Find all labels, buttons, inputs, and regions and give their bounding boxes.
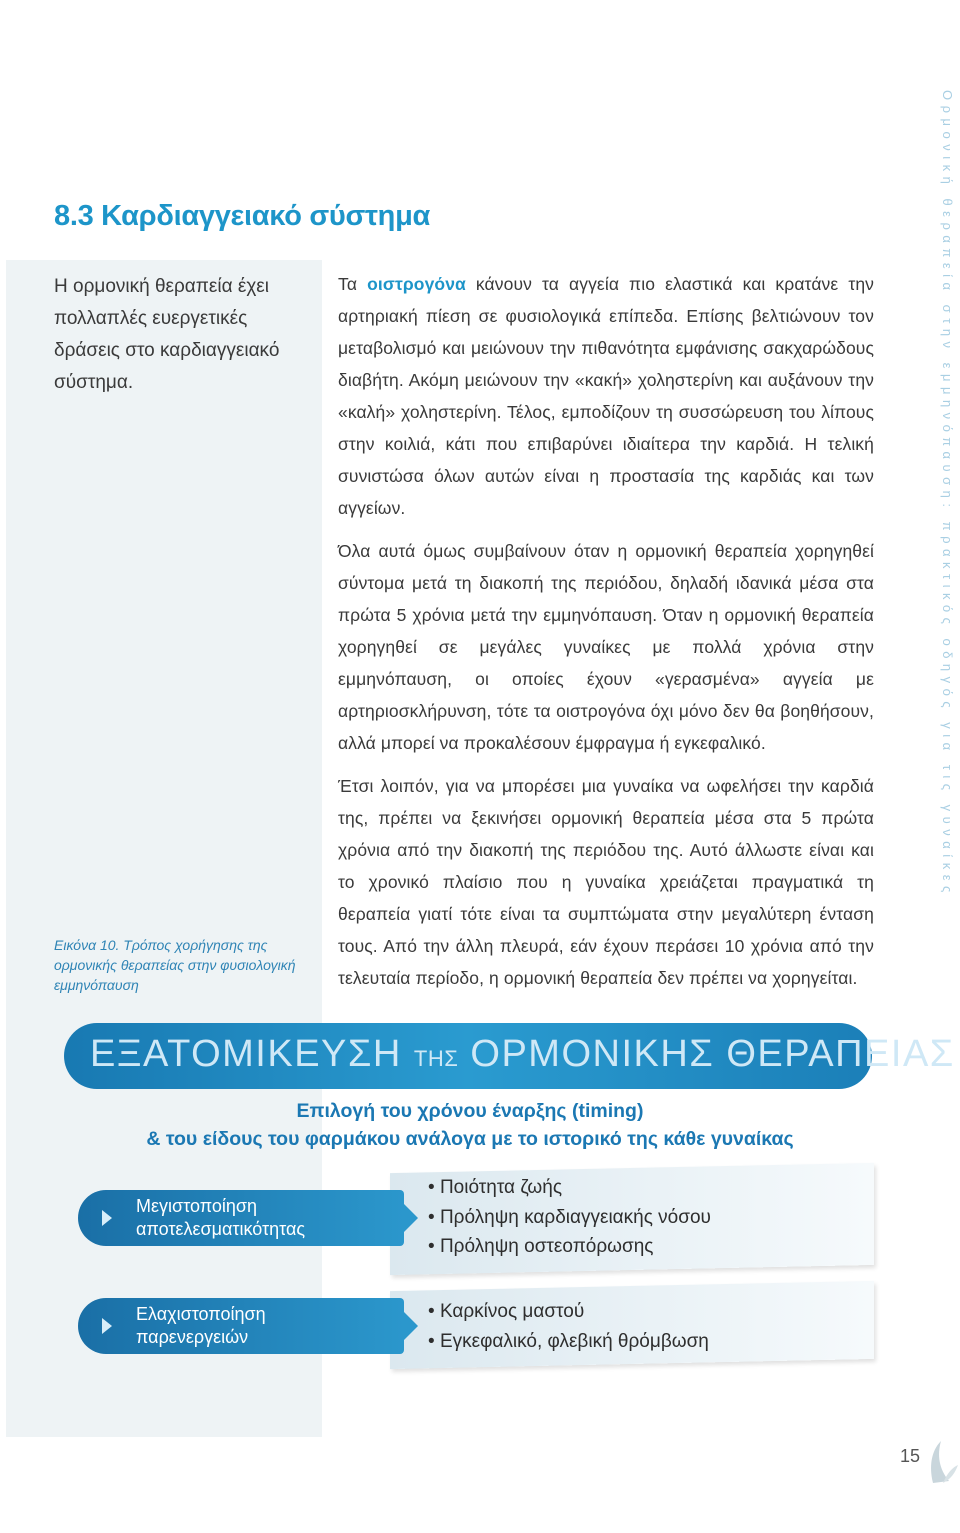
sidebar-background <box>6 260 322 1437</box>
side-effects-pill-label-line-2: παρενεργειών <box>136 1327 249 1347</box>
list-item: • Πρόληψη οστεοπόρωσης <box>428 1232 711 1262</box>
body-paragraph-1-prefix: Τα <box>338 274 368 294</box>
banner-title-small: ΤΗΣ <box>413 1046 459 1071</box>
list-item: • Καρκίνος μαστού <box>428 1297 709 1327</box>
timing-heading-line-1: Επιλογή του χρόνου έναρξης (timing) <box>296 1100 644 1122</box>
list-item: • Ποιότητα ζωής <box>428 1173 711 1203</box>
estrogen-emphasis: οιστρογόνα <box>367 274 466 294</box>
side-effects-pill-label <box>136 1303 266 1349</box>
efficacy-pill-label-line-1: Μεγιστοποίηση <box>136 1196 258 1216</box>
banner-title <box>90 1033 955 1076</box>
individualization-banner <box>64 1023 955 1089</box>
body-paragraph-1-rest: κάνουν τα αγγεία πιο ελαστικά και κρατάνε την αρτηριακή πίεση σε φυσιολογικά επίπεδα. Επίσης βελτιώνουν τον μεταβολισμό και μειώνουν την πιθανότητα εμφάνισης σακχαρώδους διαβήτη. Ακόμη μειώνουν την «κακή» χοληστερίνη και αυξάνουν την «καλή» χοληστερίνη. Τέλος, εμποδίζουν τη συσσώρευση του λίπους στην κοιλιά, κάτι που επιβαρύνει ιδιαίτερα την καρδιά. Η τελική συνιστώσα όλων αυτών είναι η προστασία της καρδιάς και των αγγείων. <box>338 274 875 518</box>
side-effects-pill <box>78 1298 404 1354</box>
timing-heading <box>0 1097 940 1153</box>
banner-title-part2: ΟΡΜΟΝΙΚΗΣ ΘΕΡΑΠΕΙΑΣ <box>458 1033 955 1075</box>
arrow-right-icon <box>102 1210 112 1226</box>
page-number: 15 <box>900 1446 921 1466</box>
efficacy-pill-label-line-2: αποτελεσματικότητας <box>136 1219 306 1239</box>
arrow-right-icon <box>102 1318 112 1334</box>
running-header: Ορμονική θεραπεία στην εμμηνόπαυση: πρακτικός οδηγός για τις γυναίκες <box>940 90 955 898</box>
body-paragraph-3: Έτσι λοιπόν, για να μπορέσει μια γυναίκα να ωφελήσει την καρδιά της, πρέπει να ξεκινήσει ορμονική θεραπεία μέσα στα 5 πρώτα χρόνια από την διακοπή της περιόδου της. Αυτό άλλωστε είναι και το χρονικό πλαίσιο που η γυναίκα χρειάζεται πραγματικά τη θεραπεία γιατί τότε είναι τα συμπτώματα στην μεγαλύτερη ένταση τους. Από την άλλη πλευρά, εάν έχουν περάσει 10 χρόνια από την τελευταία περίοδο, η ορμονική θεραπεία δεν πρέπει να χορηγείται. <box>338 776 874 988</box>
section-title: 8.3 Καρδιαγγειακό σύστημα <box>54 200 431 232</box>
body-paragraph-1 <box>338 268 874 524</box>
publisher-mark-icon <box>927 1437 959 1487</box>
sidebar-intro: Η ορμονική θεραπεία έχει πολλαπλές ευεργετικές δράσεις στο καρδιαγγειακό σύστημα. <box>54 276 280 393</box>
body-paragraph-2: Όλα αυτά όμως συμβαίνουν όταν η ορμονική θεραπεία χορηγηθεί σύντομα μετά τη διακοπή της περιόδου, δηλαδή ιδανικά μέσα στα πρώτα 5 χρόνια μετά την εμμηνόπαυση. Όταν η ορμονική θεραπεία χορηγηθεί σε μεγάλες γυναίκες με πολλά χρόνια στην εμμηνόπαυση, οι οποίες έχουν «γερασμένα» αγγεία με αρτηριοσκλήρυνση, τότε τα οιστρογόνα όχι μόνο δεν θα βοηθήσουν, αλλά μπορεί να προκαλέσουν έμφραγμα ή εγκεφαλικό. <box>338 541 874 753</box>
list-item: • Πρόληψη καρδιαγγειακής νόσου <box>428 1203 711 1233</box>
efficacy-benefits-list <box>428 1173 711 1262</box>
figure-caption: Εικόνα 10. Τρόπος χορήγησης της ορμονικής θεραπείας στην φυσιολογική εμμηνόπαυση <box>54 937 296 993</box>
timing-heading-line-2: & του είδους του φαρμάκου ανάλογα με το ιστορικό της κάθε γυναίκας <box>146 1128 794 1150</box>
side-effects-list <box>428 1297 709 1356</box>
banner-title-part1: ΕΞΑΤΟΜΙΚΕΥΣΗ <box>90 1033 414 1075</box>
list-item: • Εγκεφαλικό, φλεβική θρόμβωση <box>428 1327 709 1357</box>
efficacy-pill <box>78 1190 404 1246</box>
side-effects-pill-label-line-1: Ελαχιστοποίηση <box>136 1304 266 1324</box>
efficacy-pill-label <box>136 1195 305 1241</box>
